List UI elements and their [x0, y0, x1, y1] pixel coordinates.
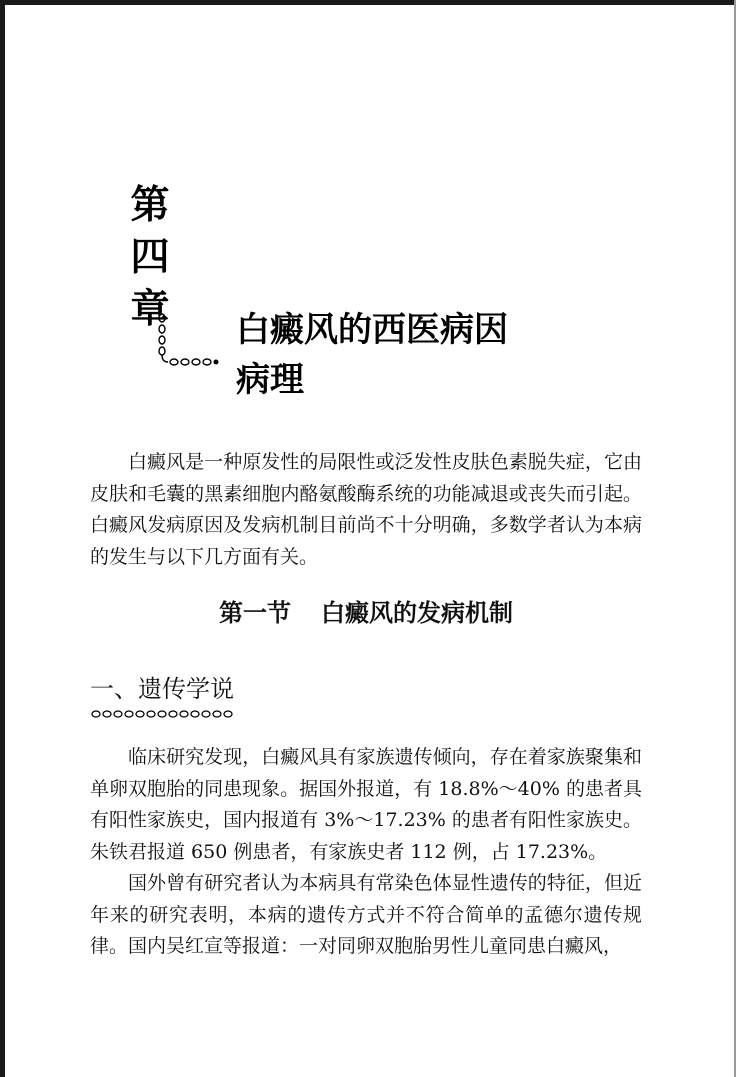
chapter-marker-char: 章	[130, 287, 170, 332]
body-paragraph: 国外曾有研究者认为本病具有常染色体显性遗传的特征，但近年来的研究表明，本病的遗传方式并不符合简单的孟德尔遗传规律。国内吴红宣等报道：一对同卵双胞胎男性儿童同患白癜风，	[90, 872, 642, 957]
section-number: 第一节	[219, 599, 291, 627]
chapter-title-line: 白癜风的西医病因	[236, 310, 508, 350]
left-edge-shadow	[0, 0, 5, 1077]
top-edge-rule	[0, 0, 736, 5]
chapter-marker-char: 四	[130, 235, 170, 280]
subsection-underline-ornament-icon	[90, 708, 238, 720]
body-paragraph: 临床研究发现，白癜风具有家族遗传倾向，存在着家族聚集和单卵双胞胎的同患现象。据国外报道，有 18.8%～40% 的患者具有阳性家族史，国内报道有 3%～17.23% 的患者有阳性家族史。朱铁君报道 650 例患者，有家族史者 112 例，占 17.23%。	[90, 746, 642, 863]
chapter-ornament-icon	[154, 312, 224, 372]
chapter-title-line: 病理	[236, 360, 304, 400]
section-heading	[90, 595, 642, 631]
intro-paragraph: 白癜风是一种原发性的局限性或泛发性皮肤色素脱失症，它由皮肤和毛囊的黑素细胞内酪氨酸酶系统的功能减退或丧失而引起。白癜风发病原因及发病机制目前尚不十分明确，多数学者认为本病的发生与以下几方面有关。	[90, 451, 642, 568]
subsection-heading	[90, 672, 238, 720]
section-title: 白癜风的发病机制	[321, 599, 513, 627]
chapter-marker-char: 第	[130, 183, 170, 228]
chapter-title	[236, 305, 508, 405]
subsection-title: 一、遗传学说	[90, 675, 234, 703]
